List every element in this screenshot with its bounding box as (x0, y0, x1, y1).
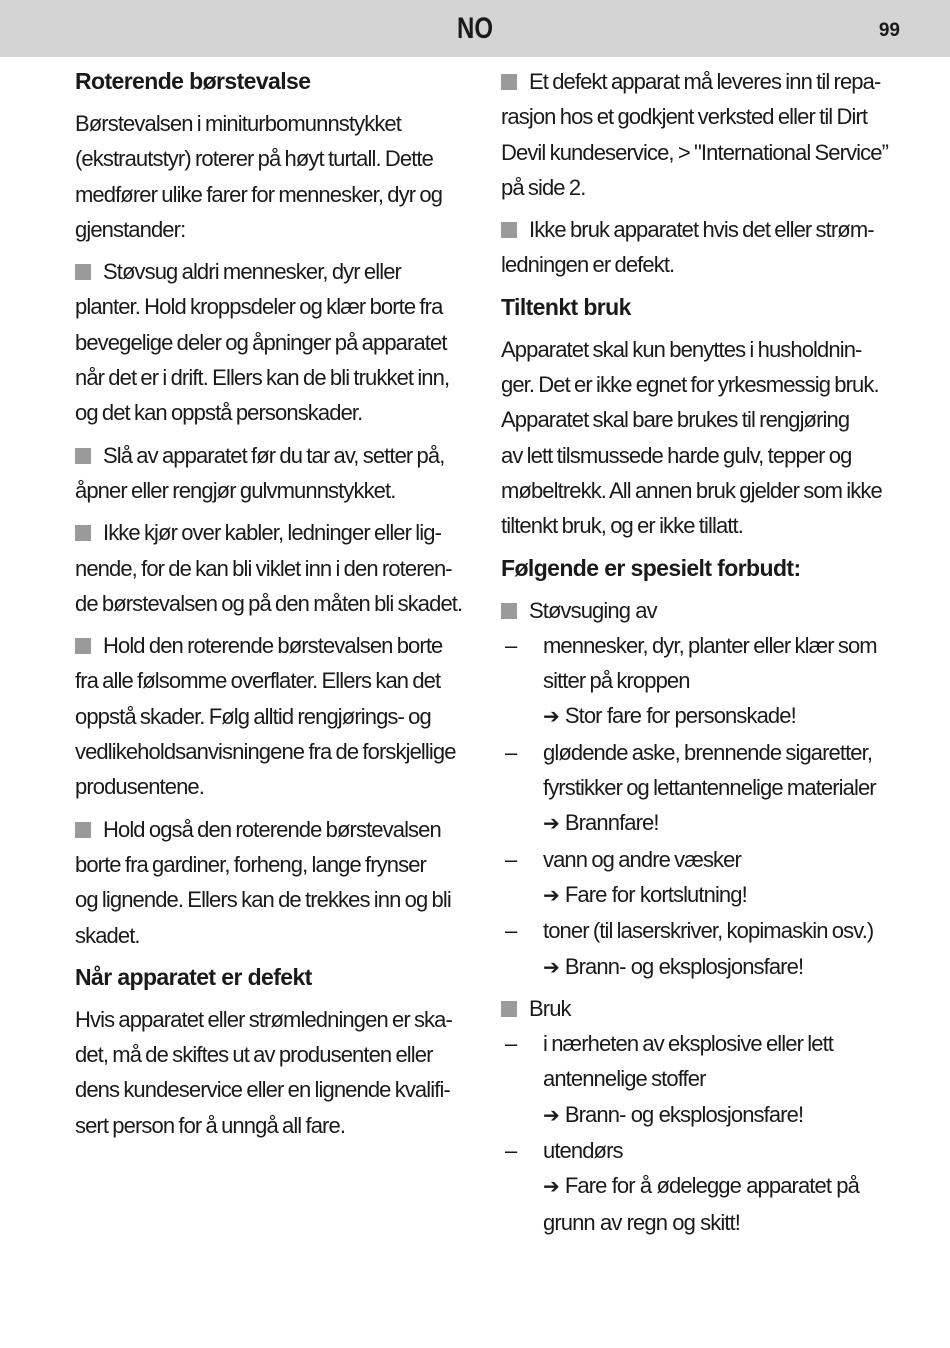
warning-line-continued: grunn av regn og skitt! (543, 1209, 740, 1235)
bullet-item (501, 64, 901, 205)
text-line: Hvis apparatet eller strømledningen er ska- (75, 1006, 452, 1032)
text-line: utendørs (543, 1138, 623, 1164)
text-line: Brann- og eksplosjonsfare! (564, 1101, 804, 1127)
bullet-item (75, 812, 475, 953)
bullet-item (75, 628, 475, 804)
dash-marker: – (505, 632, 517, 658)
arrow-right-icon: ➔ (543, 882, 559, 907)
square-bullet-icon (501, 1001, 517, 1017)
dash-item (501, 628, 901, 699)
bullet-item (501, 991, 901, 1026)
defect-paragraph (75, 1002, 475, 1143)
text-line: åpner eller rengjør gulvmunnstykket. (75, 477, 396, 503)
text-line: Hold den roterende børstevalsen borte (103, 633, 443, 659)
text-line: bevegelige deler og åpninger på apparatet (75, 329, 447, 355)
bullet-item (501, 593, 901, 628)
text-line: glødende aske, brennende sigaretter, (543, 739, 873, 765)
text-line: fra alle følsomme overflater. Ellers kan det (75, 668, 441, 694)
dash-marker: – (505, 918, 517, 944)
text-line: Slå av apparatet før du tar av, setter på, (103, 442, 445, 468)
square-bullet-icon (501, 222, 517, 238)
text-line: fyrstikker og lettantennelige materialer (543, 775, 876, 801)
square-bullet-icon (501, 74, 517, 90)
dash-item (501, 1133, 901, 1168)
bullet-item (75, 515, 475, 621)
text-line: vedlikeholdsanvisningene fra de forskjellige (75, 739, 456, 765)
arrow-right-icon: ➔ (543, 811, 559, 836)
text-line: Støvsuging av (529, 597, 657, 623)
right-column (501, 64, 901, 1240)
text-line: Ikke bruk apparatet hvis det eller strøm- (529, 217, 874, 243)
text-line: (ekstrautstyr) roterer på høyt turtall. Dette (75, 146, 433, 172)
text-line: Fare for å ødelegge apparatet på (564, 1173, 859, 1199)
bullet-item (75, 438, 475, 509)
dash-marker: – (505, 1031, 517, 1057)
text-line: Brannfare! (564, 810, 659, 836)
text-line: ger. Det er ikke egnet for yrkesmessig bruk. (501, 372, 879, 398)
text-line: dens kundeservice eller en lignende kvalifi- (75, 1077, 450, 1103)
dash-marker: – (505, 739, 517, 765)
text-line: borte fra gardiner, forheng, lange frynser (75, 851, 426, 877)
text-line: når det er i drift. Ellers kan de bli trukket inn, (75, 365, 450, 391)
text-line: Apparatet skal bare brukes til rengjøring (501, 407, 850, 433)
arrow-right-icon: ➔ (543, 954, 559, 979)
square-bullet-icon (75, 264, 91, 280)
text-line: Brann- og eksplosjonsfare! (564, 953, 804, 979)
text-line: skadet. (75, 922, 140, 948)
section-heading-brush-roll: Roterende børstevalse (75, 68, 311, 94)
text-line: medfører ulike farer for mennesker, dyr og (75, 181, 443, 207)
section-heading-defect: Når apparatet er defekt (75, 963, 312, 990)
warning-line (501, 949, 901, 985)
text-line: Et defekt apparat må leveres inn til repa- (529, 69, 881, 94)
square-bullet-icon (75, 822, 91, 838)
dash-item (501, 1026, 901, 1097)
text-line: oppstå skader. Følg alltid rengjørings- og (75, 703, 431, 729)
text-line: møbeltrekk. All annen bruk gjelder som ikke (501, 477, 882, 503)
text-line: Apparatet skal kun benyttes i husholdnin- (501, 336, 862, 362)
text-line: Stor fare for personskade! (564, 703, 796, 729)
intro-paragraph (75, 106, 475, 247)
text-line: gjenstander: (75, 216, 186, 242)
arrow-right-icon: ➔ (543, 1102, 559, 1127)
section-heading-prohibited: Følgende er spesielt forbudt: (501, 554, 801, 581)
text-line: nende, for de kan bli viklet inn i den roteren- (75, 555, 452, 581)
text-line: og lignende. Ellers kan de trekkes inn og bli (75, 887, 451, 913)
arrow-right-icon: ➔ (543, 1174, 559, 1199)
dash-marker: – (505, 846, 517, 872)
text-line: og det kan oppstå personskader. (75, 400, 363, 426)
header-bar (0, 0, 950, 57)
text-line: Børstevalsen i miniturbomunnstykket (75, 111, 401, 136)
text-line: det, må de skiftes ut av produsenten eller (75, 1042, 433, 1068)
text-line: planter. Hold kroppsdeler og klær borte fra (75, 294, 443, 320)
text-line: toner (til laserskriver, kopimaskin osv.) (543, 918, 874, 944)
dash-item (501, 735, 901, 806)
square-bullet-icon (75, 638, 91, 654)
dash-item (501, 913, 901, 948)
text-line: tiltenkt bruk, og er ikke tillatt. (501, 513, 743, 539)
square-bullet-icon (75, 448, 91, 464)
page-number: 99 (878, 20, 900, 41)
text-line: i nærheten av eksplosive eller lett (543, 1031, 833, 1057)
text-line: ledningen er defekt. (501, 252, 675, 278)
square-bullet-icon (75, 525, 91, 541)
dash-item (501, 842, 901, 877)
text-line: Devil kundeservice, > "International Service” (501, 139, 889, 165)
dash-marker: – (505, 1138, 517, 1164)
left-column (75, 64, 475, 1150)
intended-use-paragraph (501, 332, 901, 544)
arrow-right-icon: ➔ (543, 704, 559, 729)
text-line: på side 2. (501, 174, 586, 200)
text-line: Ikke kjør over kabler, ledninger eller lig- (103, 520, 442, 546)
text-line: Støvsug aldri mennesker, dyr eller (103, 259, 401, 285)
warning-line (501, 698, 901, 734)
text-line: de børstevalsen og på den måten bli skadet. (75, 590, 463, 616)
warning-line (501, 877, 901, 913)
text-line: Hold også den roterende børstevalsen (103, 816, 441, 842)
warning-line (501, 1097, 901, 1133)
text-line: rasjon hos et godkjent verksted eller til Dirt (501, 104, 868, 130)
text-line: av lett tilsmussede harde gulv, tepper og (501, 442, 852, 468)
text-line: produsentene. (75, 774, 204, 800)
text-line: mennesker, dyr, planter eller klær som (543, 632, 877, 658)
text-line: antennelige stoffer (543, 1066, 706, 1092)
text-line: vann og andre væsker (543, 846, 741, 872)
text-line: Bruk (529, 995, 571, 1021)
language-code: NO (457, 12, 493, 45)
square-bullet-icon (501, 603, 517, 619)
text-line: Fare for kortslutning! (564, 881, 747, 907)
bullet-item (501, 212, 901, 283)
section-heading-intended-use: Tiltenkt bruk (501, 293, 631, 320)
bullet-item (75, 254, 475, 430)
text-line: sert person for å unngå all fare. (75, 1112, 346, 1138)
text-line: sitter på kroppen (543, 668, 690, 694)
warning-line (501, 1168, 901, 1204)
warning-line (501, 805, 901, 841)
